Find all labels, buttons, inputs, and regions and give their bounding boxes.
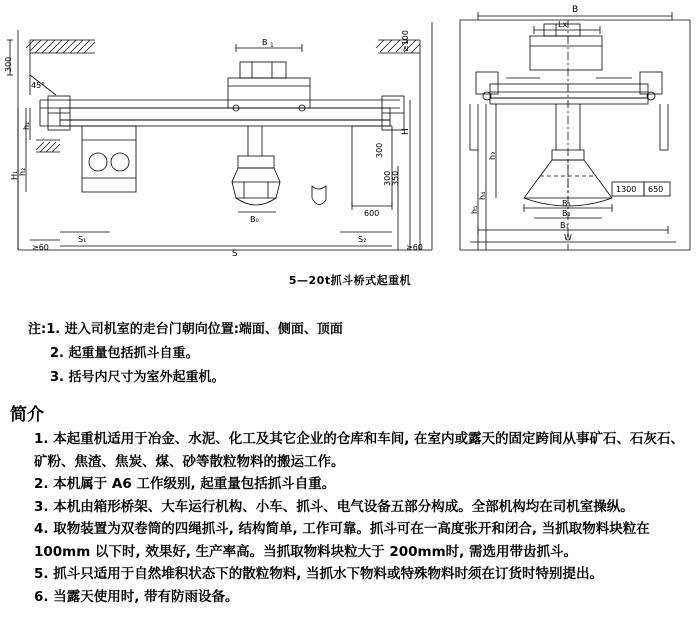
svg-text:B₃: B₃ [562,199,571,208]
svg-text:B₁: B₁ [560,221,569,230]
intro-paragraph-4: 4. 取物装置为双卷筒的四绳抓斗, 结构简单, 工作可靠。抓斗可在一高度张开和闭合, 当抓取物料块粒在 100mm 以下时, 效果好, 生产率高。当抓取物料块粒大于 200mm时, 需选用带齿抓斗。 [34,521,650,560]
svg-text:1300: 1300 [616,185,637,194]
svg-text:B₀: B₀ [250,215,259,224]
svg-text:W: W [564,233,572,242]
figure-caption: 5—20t抓斗桥式起重机 [288,274,412,287]
svg-text:600: 600 [364,209,380,218]
svg-text:300: 300 [4,56,13,72]
svg-text:h₁: h₁ [22,121,31,130]
intro-paragraph-2: 2. 本机属于 A6 工作级别, 起重量包括抓斗自重。 [34,476,336,492]
svg-text:300: 300 [375,142,384,158]
crane-drawing-svg [0,0,700,300]
svg-text:300: 300 [383,170,392,186]
svg-text:S₁: S₁ [78,235,87,244]
intro-paragraph-5: 5. 抓斗只适用于自然堆积状态下的散粒物料, 当抓水下物料或特殊物料时须在订货时特别提出。 [34,566,604,582]
intro-paragraph-6: 6. 当露天使用时, 带有防雨设备。 [34,588,239,605]
svg-text:B: B [572,5,579,15]
svg-text:B₂: B₂ [562,209,571,218]
note-item-2: 2. 起重量包括抓斗自重。 [50,346,199,361]
note-item-1: 注:1. 进入司机室的走台门朝向位置:端面、侧面、顶面 [28,322,343,337]
svg-text:350: 350 [391,170,400,186]
notes-block [28,318,668,390]
intro-paragraph-1: 1. 本起重机适用于冶金、水泥、化工及其它企业的仓库和车间, 在室内或露天的固定跨间从事矿石、石灰石、矿粉、焦渣、焦炭、煤、砂等散粒物料的搬运工作。 [34,431,685,470]
svg-text:H: H [401,128,411,135]
svg-text:1: 1 [270,42,274,49]
svg-text:h₂: h₂ [18,167,27,176]
technical-drawing [0,0,700,300]
svg-text:h₅: h₅ [470,205,479,214]
svg-text:h₄: h₄ [478,191,487,200]
svg-text:45°: 45° [31,81,46,90]
svg-text:H₁: H₁ [10,170,19,180]
note-item-3: 3. 括号内尺寸为室外起重机。 [50,370,225,385]
svg-text:650: 650 [648,185,664,194]
svg-text:≥60: ≥60 [32,243,49,252]
intro-paragraph-3: 3. 本机由箱形桥架、大车运行机构、小车、抓斗、电气设备五部分构成。全部机构均在司机室操纵。 [34,498,634,515]
svg-text:Lx: Lx [558,20,568,29]
svg-text:S₂: S₂ [358,235,367,244]
intro-title: 简介 [10,405,44,425]
svg-text:B: B [262,38,268,47]
svg-text:≥60: ≥60 [406,243,423,252]
svg-text:S: S [232,249,238,259]
intro-block [14,428,686,608]
svg-text:h₃: h₃ [488,151,497,160]
svg-text:≥100: ≥100 [401,30,410,52]
